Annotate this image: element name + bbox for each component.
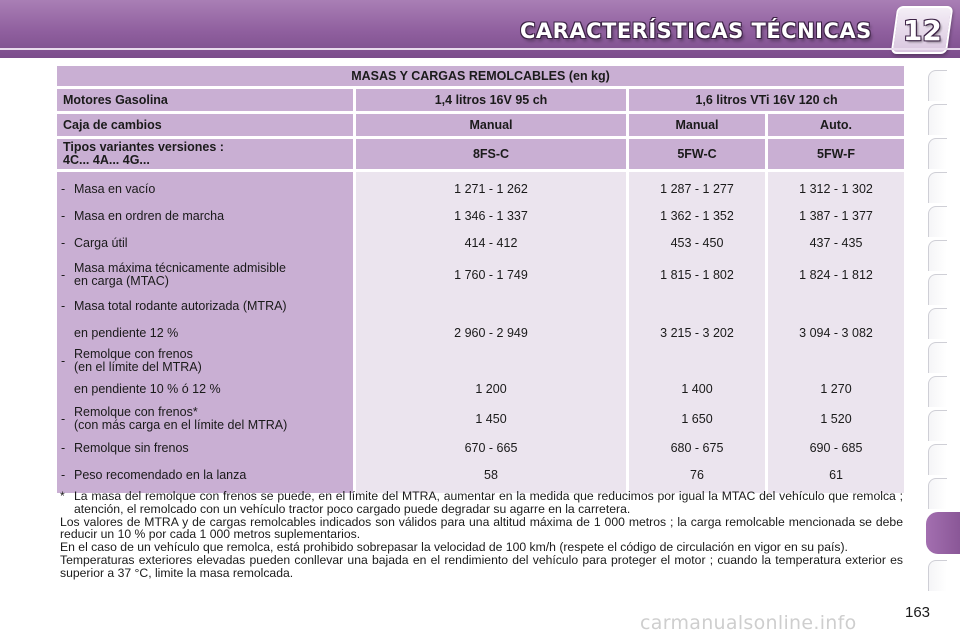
row-label-line1: Remolque sin frenos xyxy=(74,441,189,455)
row-label-line1: Masa en ordren de marcha xyxy=(74,209,225,223)
chapter-tab-12[interactable] xyxy=(928,444,947,475)
table-cell-value: 1 824 - 1 812 xyxy=(799,267,873,282)
row-label-text xyxy=(74,237,128,250)
table-cell-value: 1 815 - 1 802 xyxy=(660,267,734,282)
chapter-tabs xyxy=(926,70,960,630)
table-cell-value xyxy=(356,346,626,376)
chapter-tab-9[interactable] xyxy=(928,342,947,373)
row-label-text xyxy=(74,469,246,482)
row-label-text xyxy=(74,406,287,432)
motor-label: Motores Gasolina xyxy=(57,89,353,111)
values-column-1 xyxy=(353,172,626,493)
motor-1: 1,4 litros 16V 95 ch xyxy=(353,89,626,111)
table-row-label xyxy=(57,293,353,320)
chapter-tab-6[interactable] xyxy=(928,240,947,271)
variant-value-1: 8FS-C xyxy=(353,139,626,169)
variant-value-2: 5FW-C xyxy=(626,139,765,169)
chapter-tab-active[interactable] xyxy=(926,512,960,554)
table-cell-value: 1 400 xyxy=(681,382,713,396)
table-cell-value: 1 387 - 1 377 xyxy=(799,209,873,223)
variant-label-line2: 4C... 4A... 4G... xyxy=(63,153,150,167)
table-row-label xyxy=(57,320,353,346)
chapter-tab-1[interactable] xyxy=(928,70,947,101)
table-cell-value: 437 - 435 xyxy=(809,236,863,250)
values-list-2 xyxy=(629,172,765,493)
chapter-tab-4[interactable] xyxy=(928,172,947,203)
row-label-line1: Masa máxima técnicamente admisible xyxy=(74,261,286,275)
chapter-number: 12 xyxy=(902,13,942,47)
chapter-tab-13[interactable] xyxy=(928,478,947,509)
gearbox-value-1: Manual xyxy=(353,114,626,136)
chapter-tab-10[interactable] xyxy=(928,376,947,407)
table-cell-value: 1 200 xyxy=(475,382,507,396)
table-cell-value: 1 287 - 1 277 xyxy=(660,182,734,196)
body-row xyxy=(57,172,904,493)
row-dash: - xyxy=(61,441,66,455)
row-label-line1: Remolque con frenos xyxy=(74,347,193,361)
table-cell-value: 61 xyxy=(829,468,843,482)
table-cell-value: 1 650 xyxy=(681,411,713,426)
row-label-line1: Masa total rodante autorizada (MTRA) xyxy=(74,299,287,313)
chapter-tab-3[interactable] xyxy=(928,138,947,169)
table-title: MASAS Y CARGAS REMOLCABLES (en kg) xyxy=(57,66,904,86)
row-dash: - xyxy=(61,353,66,368)
table-cell-value: 1 312 - 1 302 xyxy=(799,182,873,196)
chapter-tab-8[interactable] xyxy=(928,308,947,339)
row-label-line1: Masa en vacío xyxy=(74,182,156,196)
values-column-2 xyxy=(626,172,765,493)
row-dash: - xyxy=(61,267,66,282)
chapter-tab-5[interactable] xyxy=(928,206,947,237)
variant-row xyxy=(57,139,904,169)
page-title: CARACTERÍSTICAS TÉCNICAS xyxy=(520,19,872,43)
row-label-line1: en pendiente 12 % xyxy=(74,325,179,340)
row-label-text xyxy=(74,300,287,313)
table-cell-value xyxy=(629,346,765,376)
footnote-star-text: La masa del remolque con frenos se puede, en el límite del MTRA, aumentar en la medida que reducimos por igual la MTAC del vehículo que remolca ; atención, el remolcado con un vehículo tractor poco cargado puede degradar su agarre en la carretera. xyxy=(74,489,903,516)
table-cell-value: 680 - 675 xyxy=(670,441,724,455)
row-label-text xyxy=(74,183,155,196)
table-cell-value: 58 xyxy=(484,468,498,482)
variant-value-3: 5FW-F xyxy=(765,139,904,169)
watermark: carmanualsonline.info xyxy=(640,612,857,634)
table-cell-value: 1 450 xyxy=(475,411,507,426)
gearbox-value-2: Manual xyxy=(626,114,765,136)
table-row-label xyxy=(57,435,353,462)
variant-label xyxy=(57,139,353,169)
chapter-tab-11[interactable] xyxy=(928,410,947,441)
row-label-line1: Carga útil xyxy=(74,236,128,250)
chapter-badge xyxy=(891,6,954,54)
table-cell-value: 670 - 665 xyxy=(464,441,518,455)
page-number: 163 xyxy=(905,604,931,621)
row-label-text xyxy=(74,442,189,455)
variant-label-line1: Tipos variantes versiones : xyxy=(63,140,224,154)
row-label-line2: (en el límite del MTRA) xyxy=(74,360,202,374)
chapter-tab-2[interactable] xyxy=(928,104,947,135)
table-cell-value: 1 270 xyxy=(820,382,852,396)
table-cell-value: 1 760 - 1 749 xyxy=(454,267,528,282)
table-cell-value: 414 - 412 xyxy=(464,236,518,250)
values-column-3 xyxy=(765,172,904,493)
table-cell-value: 1 362 - 1 352 xyxy=(660,209,734,223)
note-speed: En el caso de un vehículo que remolca, está prohibido sobrepasar la velocidad de 100 km/h (respete el código de circulación en vigor en su país). xyxy=(60,540,848,555)
motor-row xyxy=(57,89,904,111)
table-cell-value xyxy=(768,346,904,376)
table-cell-value: 690 - 685 xyxy=(809,441,863,455)
table-cell-value: 2 960 - 2 949 xyxy=(454,325,528,340)
table-row-label xyxy=(57,176,353,203)
row-label-text xyxy=(74,348,202,374)
gearbox-label: Caja de cambios xyxy=(57,114,353,136)
table-row-label xyxy=(57,203,353,230)
row-label-text xyxy=(74,383,221,396)
table-cell-value xyxy=(356,293,626,320)
gearbox-value-3: Auto. xyxy=(765,114,904,136)
table-row-label xyxy=(57,376,353,403)
footnote-star xyxy=(60,490,903,516)
row-label-line1: Peso recomendado en la lanza xyxy=(74,468,247,482)
footnotes xyxy=(60,490,903,580)
table-row-label xyxy=(57,462,353,489)
values-list-1 xyxy=(356,172,626,493)
row-label-line1: Remolque con frenos* xyxy=(74,405,198,419)
labels-list xyxy=(57,172,353,493)
header-band xyxy=(0,0,960,58)
table-cell-value: 1 271 - 1 262 xyxy=(454,182,528,196)
labels-column xyxy=(57,172,353,493)
note-temperature: Temperaturas exteriores elevadas pueden conllevar una bajada en el rendimiento del vehículo para proteger el motor ; cuando la temperatura exterior es superior a 37 °C, limite la masa remolcada. xyxy=(60,552,903,580)
table-row-label xyxy=(57,230,353,257)
table-row-label xyxy=(57,346,353,376)
motor-2: 1,6 litros VTi 16V 120 ch xyxy=(626,89,904,111)
towing-masses-table xyxy=(57,63,904,496)
note-altitude: Los valores de MTRA y de cargas remolcables indicados son válidos para una altitud máxima de 1 000 metros ; la carga remolcable mencionada se debe reducir un 10 % por cada 1 000 metros suplementarios. xyxy=(60,514,903,542)
table-cell-value xyxy=(768,293,904,320)
row-dash: - xyxy=(61,182,66,196)
gearbox-row xyxy=(57,114,904,136)
row-label-line2: (con más carga en el límite del MTRA) xyxy=(74,418,288,432)
row-label-line1: en pendiente 10 % ó 12 % xyxy=(74,382,221,396)
row-label-text xyxy=(74,327,178,340)
row-dash: - xyxy=(61,236,66,250)
row-dash: - xyxy=(61,468,66,482)
table-cell-value: 453 - 450 xyxy=(670,236,724,250)
table-cell-value xyxy=(629,293,765,320)
row-label-text xyxy=(74,210,224,223)
table-cell-value: 76 xyxy=(690,468,704,482)
row-dash: - xyxy=(61,299,66,313)
values-list-3 xyxy=(768,172,904,493)
table-title-row xyxy=(57,66,904,86)
chapter-tab-7[interactable] xyxy=(928,274,947,305)
row-label-line2: en carga (MTAC) xyxy=(74,274,169,288)
footnote-star-mark: * xyxy=(60,489,65,503)
row-dash: - xyxy=(61,411,66,426)
table-cell-value: 1 520 xyxy=(820,411,852,426)
chapter-tab-15[interactable] xyxy=(928,560,947,591)
table-cell-value: 3 215 - 3 202 xyxy=(660,325,734,340)
table-cell-value: 3 094 - 3 082 xyxy=(799,325,873,340)
row-label-text xyxy=(74,262,286,288)
row-dash: - xyxy=(61,209,66,223)
table-row-label xyxy=(57,257,353,293)
table-cell-value: 1 346 - 1 337 xyxy=(454,209,528,223)
table-row-label xyxy=(57,403,353,435)
